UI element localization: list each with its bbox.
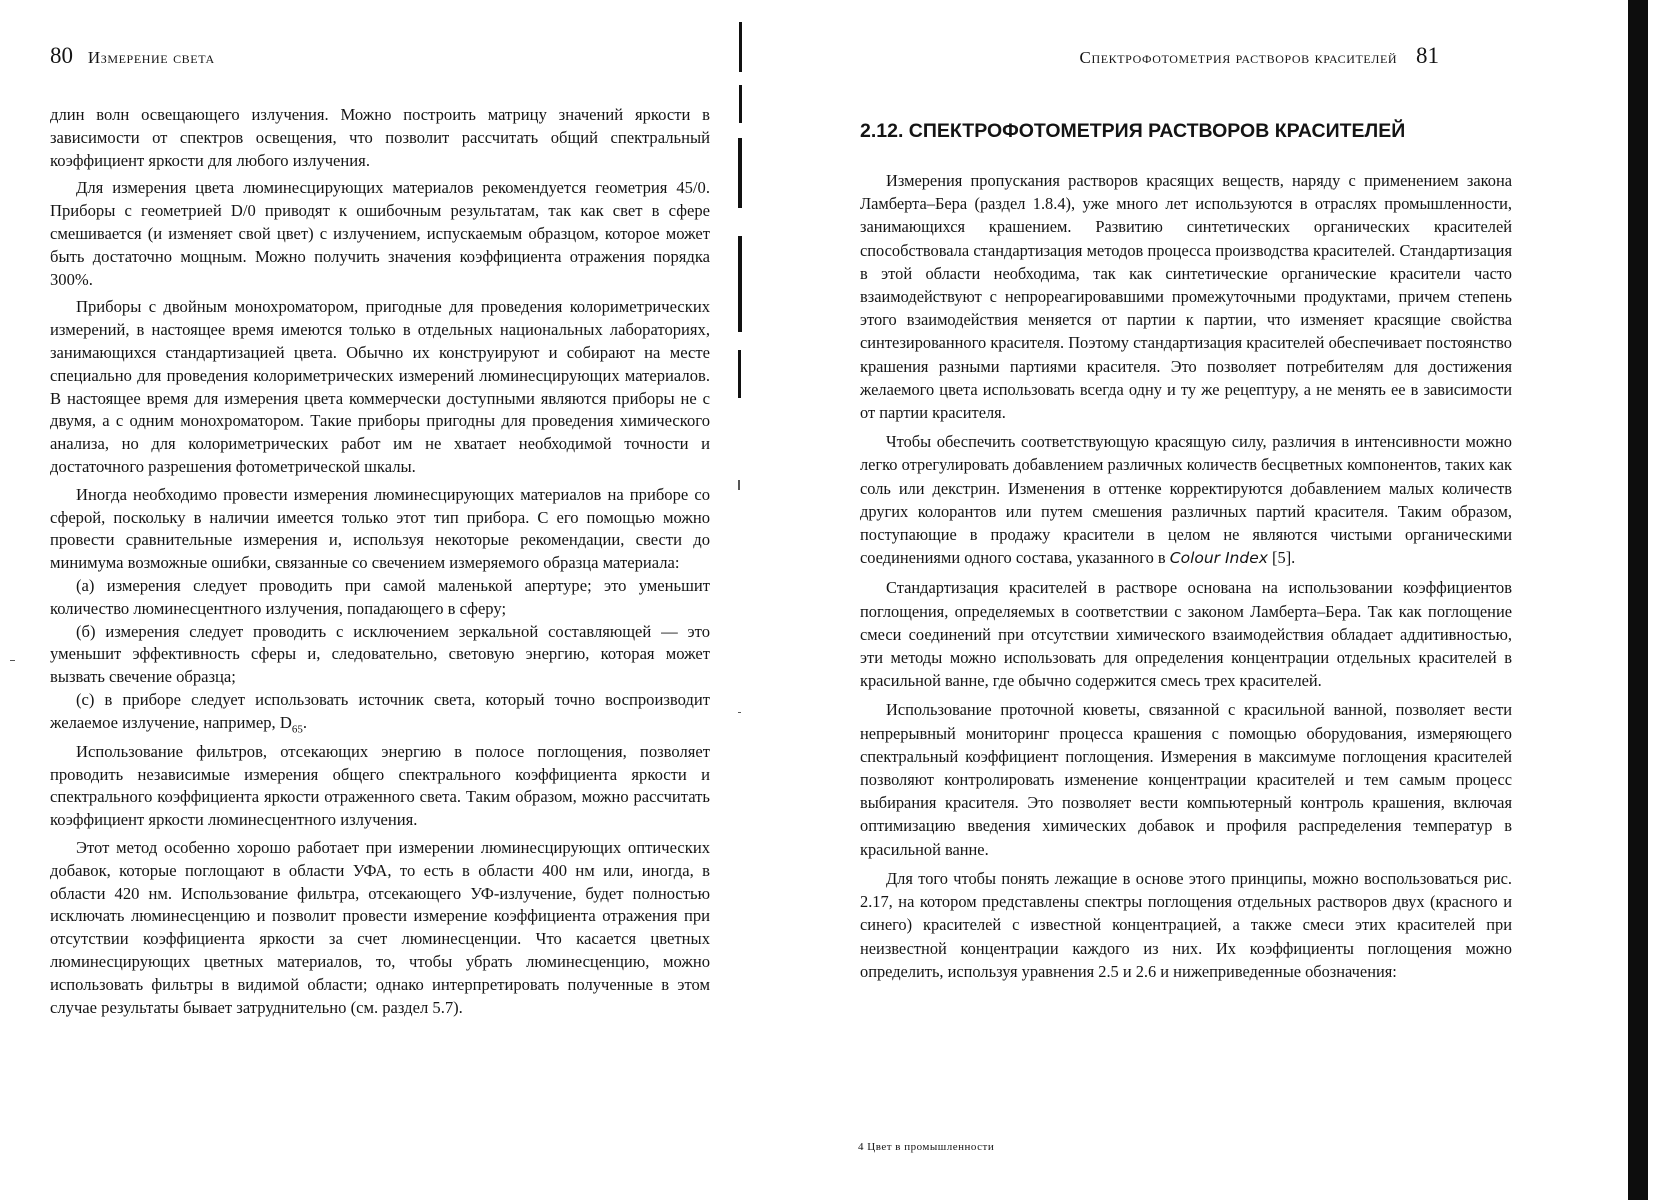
paragraph: Использование фильтров, отсекающих энергию в полосе поглощения, позволяет проводить независимые измерения общего спектрального коэффициента яркости и спектрального коэффициента яркости отраженного света. Таким образом, можно рассчитать коэффициент яркости люминесцентного излучения. [50, 741, 710, 830]
stray-mark [10, 660, 15, 661]
paragraph: Измерения пропускания растворов красящих веществ, наряду с применением закона Ламберта–Бера (раздел 1.8.4), уже много лет используются в отраслях промышленности, занимающихся крашением. Развитию синтетических органических красителей способствовала стандартизация методов процесса производства красителей. Стандартизация в этой области необходима, так как синтетические органические красители часто взаимодействуют с непрореагировавшими промежуточными продуктами, причем степень этого взаимодействия меняется от партии к партии, что изменяет красящие свойства синтезированного красителя. Поэтому стандартизация красителей обеспечивает постоянство крашения разными партиями красителя. Это позволяет потребителям для достижения желаемого цвета использовать всегда одну и ту же рецептуру, а не менять ее в зависимости от партии красителя. [860, 171, 1512, 423]
list-item: (б) измерения следует проводить с исключением зеркальной составляющей — это уменьшит эффективность сферы и, следовательно, световую энергию, которая может вызвать свечение образца; [50, 621, 710, 687]
left-running-head [50, 43, 215, 73]
right-text-column [860, 120, 1512, 983]
list-item-end: . [302, 712, 307, 732]
list-item: (а) измерения следует проводить при самой маленькой апертуре; это уменьшит количество люминесцентного излучения, попадающего в сферу; [50, 575, 710, 618]
gutter-mark [739, 22, 742, 72]
paragraph: Для того чтобы понять лежащие в основе этого принципы, можно воспользоваться рис. 2.17, на котором представлены спектры поглощения отдельных растворов двух (красного и синего) красителей с известной концентрацией, а также смеси этих красителей при неизвестной концентрации каждого из них. Их коэффициенты поглощения можно определить, используя уравнения 2.5 и 2.6 и нижеприведенные обозначения: [860, 868, 1512, 981]
list-item-text: (с) в приборе следует использовать источник света, который точно воспроизводит желаемое излучение, например, D [50, 689, 710, 732]
reference: [5]. [1267, 548, 1296, 568]
paragraph [860, 430, 1512, 570]
gutter-mark [739, 85, 742, 123]
paragraph: Иногда необходимо провести измерения люминесцирующих материалов на приборе со сферой, поскольку в наличии имеется только этот тип прибора. С его помощью можно провести сравнительные измерения и, используя некоторые рекомендации, свести до минимума возможные ошибки, связанные со свечением измеряемого образца материала: [50, 484, 710, 573]
scan-edge [1628, 0, 1648, 1200]
gutter-mark [738, 350, 741, 398]
right-running-head [1080, 43, 1439, 73]
left-page [0, 0, 800, 1200]
left-text-column [50, 104, 710, 1019]
section-heading: 2.12. СПЕКТРОФОТОМЕТРИЯ РАСТВОРОВ КРАСИТЕЛЕЙ [860, 120, 1406, 142]
paragraph: Стандартизация красителей в растворе основана на использовании коэффициентов поглощения, определяемых в соответствии с законом Ламберта–Бера. Так как поглощение смеси соединений при отсутствии химического взаимодействия обладает аддитивностью, эти методы можно использовать для определения концентрации отдельных красителей в красильной ванне, где обычно содержится смесь трех красителей. [860, 578, 1512, 691]
signature-footer: 4 Цвет в промышленности [858, 1141, 995, 1153]
paragraph: Этот метод особенно хорошо работает при измерении люминесцирующих оптических добавок, которые поглощают в области УФА, то есть в области 400 нм или, иногда, в области 420 нм. Использование фильтра, отсекающего УФ-излучение, будет полностью исключать люминесценцию и позволит провести измерение коэффициента отражения при отсутствии коэффициента яркости за счет люминесценции. Что касается цветных люминесцирующих цветных материалов, то, чтобы убрать люминесценцию, можно использовать фильтры в видимой области; однако интерпретировать полученные в этом случае результаты бывает затруднительно (см. раздел 5.7). [50, 838, 710, 1017]
d65-subscript: 65 [291, 723, 303, 736]
colour-index-title: Colour Index [1169, 549, 1268, 568]
right-page-number: 81 [1416, 43, 1439, 68]
left-running-title: Измерение света [87, 48, 215, 67]
paragraph: Для измерения цвета люминесцирующих материалов рекомендуется геометрия 45/0. Приборы с геометрией D/0 приводят к ошибочным результатам, так как свет в сфере смешивается (и изменяет свой цвет) с излучением, испускаемым образцом, которое может быть достаточно мощным. Можно получить значения коэффициента отражения порядка 300%. [50, 178, 710, 289]
paragraph: Приборы с двойным монохроматором, пригодные для проведения колориметрических измерений, в настоящее время имеются только в отдельных национальных лабораториях, занимающихся стандартизацией цвета. Обычно их конструируют и собирают на месте специально для проведения колориметрических измерений люминесцирующих материалов. В настоящее время для измерения цвета коммерчески доступными являются приборы не с двумя, а с одним монохроматором. Такие приборы пригодны для проведения химического анализа, но для колориметрических работ им не хватает необходимой точности и достаточного разрешения фотометрической шкалы. [50, 297, 710, 476]
paragraph: длин волн освещающего излучения. Можно построить матрицу значений яркости в зависимости от спектров освещения, что позволит рассчитать общий спектральный коэффициент яркости для любого излучения. [50, 105, 710, 170]
right-running-title: Спектрофотометрия растворов красителей [1079, 48, 1398, 67]
stray-mark [738, 712, 741, 713]
paragraph-text: Чтобы обеспечить соответствующую красящую силу, различия в интенсивности можно легко отрегулировать добавлением различных количеств бесцветных компонентов, таких как соль или декстрин. Изменения в оттенке корректируются добавлением малых количеств других колорантов или путем смешения различных партий красителя. Таким образом, поступающие в продажу красители в целом не являются чистыми органическими соединениями одного состава, указанного в [860, 432, 1512, 568]
list-item [50, 689, 710, 741]
gutter-mark [738, 236, 742, 332]
stray-mark [738, 480, 740, 490]
paragraph: Использование проточной кюветы, связанной с красильной ванной, позволяет вести непрерывный мониторинг процесса крашения с помощью оборудования, измеряющего спектральный коэффициент поглощения. Измерения в максимуме поглощения красителей позволяют контролировать изменение концентрации красителей и тем самым процесс выбирания красителя. Это позволяет вести компьютерный контроль крашения, включая оптимизацию введения химических добавок и профиля распределения температур в красильной ванне. [860, 700, 1512, 859]
gutter-mark [738, 138, 742, 208]
left-page-number: 80 [50, 43, 73, 68]
